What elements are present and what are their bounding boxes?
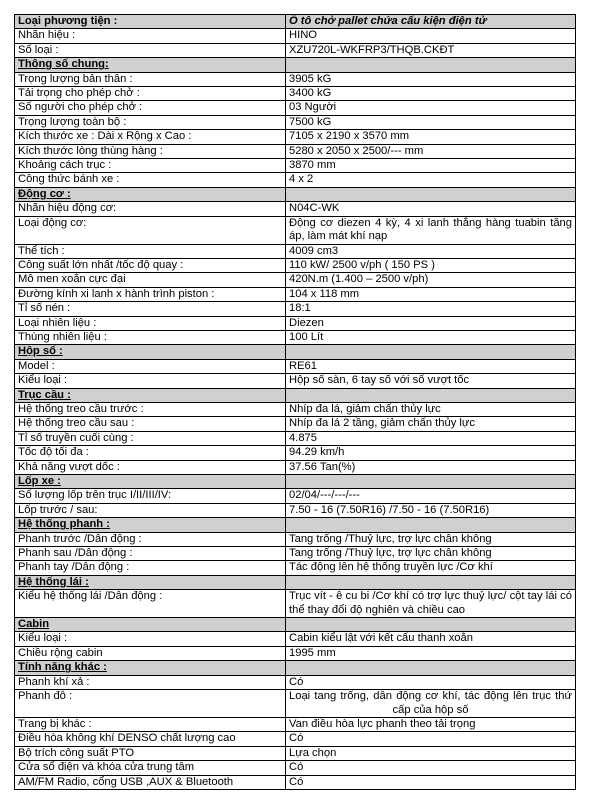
spec-value: Có xyxy=(286,732,576,746)
spec-value: 02/04/---/---/--- xyxy=(286,489,576,503)
spec-row xyxy=(15,690,576,718)
spec-value: 03 Người xyxy=(286,101,576,115)
section-title xyxy=(15,388,286,402)
spec-row xyxy=(15,417,576,431)
spec-row xyxy=(15,374,576,388)
spec-value: Tang trống /Thuỷ lực, trợ lực chân không xyxy=(286,547,576,561)
spec-value: Có xyxy=(286,775,576,789)
spec-row xyxy=(15,72,576,86)
section-header-blank xyxy=(286,661,576,675)
spec-table-body xyxy=(15,15,576,790)
spec-row xyxy=(15,646,576,660)
spec-value: 4 x 2 xyxy=(286,173,576,187)
spec-label: Kiểu loại : xyxy=(15,632,286,646)
spec-label: Thể tích : xyxy=(15,244,286,258)
section-title-text: Hệ thống lái : xyxy=(18,575,89,588)
section-header-blank xyxy=(286,345,576,359)
section-title xyxy=(15,518,286,532)
spec-value: 3905 kG xyxy=(286,72,576,86)
spec-value: 37.56 Tan(%) xyxy=(286,460,576,474)
spec-value: Nhíp đa lá 2 tầng, giảm chấn thủy lực xyxy=(286,417,576,431)
spec-value: 18:1 xyxy=(286,302,576,316)
spec-label: Model : xyxy=(15,359,286,373)
section-title-text: Thông số chung: xyxy=(18,58,109,71)
spec-row xyxy=(15,287,576,301)
spec-label: Số loại : xyxy=(15,43,286,57)
section-header-blank xyxy=(286,388,576,402)
spec-label: Trọng lượng toàn bộ : xyxy=(15,115,286,129)
spec-label: Trang bị khác : xyxy=(15,717,286,731)
spec-value: 104 x 118 mm xyxy=(286,287,576,301)
section-title-text: Lốp xe : xyxy=(18,475,61,487)
section-header xyxy=(15,618,576,632)
spec-row xyxy=(15,101,576,115)
vehicle-type-label: Loại phương tiện : xyxy=(15,15,286,29)
spec-label: Tải trọng cho phép chở : xyxy=(15,87,286,101)
spec-row xyxy=(15,159,576,173)
spec-row xyxy=(15,446,576,460)
section-header-blank xyxy=(286,518,576,532)
section-title xyxy=(15,661,286,675)
section-title-text: Tính năng khác : xyxy=(18,661,107,674)
spec-row xyxy=(15,29,576,43)
spec-label: Bộ trích công suất PTO xyxy=(15,746,286,760)
section-title xyxy=(15,58,286,72)
section-title-text: Cabin xyxy=(18,618,50,631)
spec-row xyxy=(15,532,576,546)
spec-row xyxy=(15,547,576,561)
spec-value: Lựa chọn xyxy=(286,746,576,760)
spec-value: 7500 kG xyxy=(286,115,576,129)
spec-row xyxy=(15,273,576,287)
spec-row xyxy=(15,216,576,244)
spec-row xyxy=(15,87,576,101)
spec-value: Trục vít - ê cu bi /Cơ khí có trợ lực thuỷ lực/ cột tay lái có thể thay đổi độ nghiên và chiều cao xyxy=(286,590,576,618)
spec-value: 100 Lít xyxy=(286,330,576,344)
spec-row xyxy=(15,173,576,187)
spec-label: Phanh đỗ : xyxy=(15,690,286,718)
spec-label: AM/FM Radio, cổng USB ,AUX & Bluetooth xyxy=(15,775,286,789)
spec-row xyxy=(15,244,576,258)
spec-value: 4.875 xyxy=(286,431,576,445)
spec-label: Loại nhiên liệu : xyxy=(15,316,286,330)
spec-label: Tốc độ tối đa : xyxy=(15,446,286,460)
section-header xyxy=(15,575,576,589)
spec-value: 7.50 - 16 (7.50R16) /7.50 - 16 (7.50R16) xyxy=(286,503,576,517)
spec-value: Có xyxy=(286,761,576,775)
spec-row xyxy=(15,359,576,373)
section-title xyxy=(15,475,286,489)
section-title-text: Hộp số : xyxy=(18,345,63,358)
spec-row xyxy=(15,43,576,57)
spec-label: Lốp trước / sau: xyxy=(15,503,286,517)
spec-label: Kích thước xe : Dài x Rộng x Cao : xyxy=(15,130,286,144)
spec-label: Phanh trước /Dẫn động : xyxy=(15,532,286,546)
spec-row xyxy=(15,717,576,731)
section-header xyxy=(15,187,576,201)
spec-label: Phanh tay /Dẫn động : xyxy=(15,561,286,575)
vehicle-type-value: Ô tô chở pallet chứa cấu kiện điện tử xyxy=(286,15,576,29)
spec-label: Số lượng lốp trên trục I/II/III/IV: xyxy=(15,489,286,503)
spec-value: Nhíp đa lá, giảm chấn thủy lực xyxy=(286,402,576,416)
spec-row xyxy=(15,144,576,158)
section-header-blank xyxy=(286,187,576,201)
spec-value: N04C-WK xyxy=(286,202,576,216)
section-header xyxy=(15,388,576,402)
section-title-text: Trục cầu : xyxy=(18,388,71,401)
spec-label: Kích thước lòng thùng hàng : xyxy=(15,144,286,158)
spec-value: 1995 mm xyxy=(286,646,576,660)
spec-value: XZU720L-WKFRP3/THQB.CKĐT xyxy=(286,43,576,57)
section-header-blank xyxy=(286,58,576,72)
spec-label: Tỉ số truyền cuối cùng : xyxy=(15,431,286,445)
spec-label: Hệ thống treo cầu sau : xyxy=(15,417,286,431)
spec-row xyxy=(15,302,576,316)
spec-value: 7105 x 2190 x 3570 mm xyxy=(286,130,576,144)
spec-label: Đường kính xi lanh x hành trình piston : xyxy=(15,287,286,301)
spec-table xyxy=(14,14,576,790)
spec-value: Tác động lên hệ thống truyền lực /Cơ khí xyxy=(286,561,576,575)
spec-row xyxy=(15,561,576,575)
spec-row xyxy=(15,590,576,618)
spec-row xyxy=(15,202,576,216)
section-header-blank xyxy=(286,475,576,489)
section-title xyxy=(15,345,286,359)
spec-value: 5280 x 2050 x 2500/--- mm xyxy=(286,144,576,158)
spec-value: Tang trống /Thuỷ lực, trợ lực chân không xyxy=(286,532,576,546)
spec-row xyxy=(15,460,576,474)
spec-label: Khoảng cách trục : xyxy=(15,159,286,173)
spec-label: Số người cho phép chở : xyxy=(15,101,286,115)
spec-row xyxy=(15,330,576,344)
spec-row xyxy=(15,675,576,689)
section-title-text: Hệ thống phanh : xyxy=(18,518,110,531)
spec-label: Kiểu hệ thống lái /Dẫn động : xyxy=(15,590,286,618)
spec-value: Cabin kiểu lật với kết cấu thanh xoắn xyxy=(286,632,576,646)
spec-label: Điều hòa không khí DENSO chất lượng cao xyxy=(15,732,286,746)
vehicle-type-row xyxy=(15,15,576,29)
spec-value: 4009 cm3 xyxy=(286,244,576,258)
section-title xyxy=(15,187,286,201)
spec-label: Công suất lớn nhất /tốc độ quay : xyxy=(15,258,286,272)
spec-value: Có xyxy=(286,675,576,689)
spec-row xyxy=(15,489,576,503)
section-header xyxy=(15,475,576,489)
spec-row xyxy=(15,732,576,746)
section-title xyxy=(15,575,286,589)
section-header xyxy=(15,661,576,675)
spec-label: Trọng lượng bản thân : xyxy=(15,72,286,86)
spec-row xyxy=(15,746,576,760)
spec-value: Động cơ diezen 4 kỳ, 4 xi lanh thẳng hàng tuabin tăng áp, làm mát khí nạp xyxy=(286,216,576,244)
spec-row xyxy=(15,130,576,144)
spec-row xyxy=(15,632,576,646)
spec-label: Cửa sổ điện và khóa cửa trung tâm xyxy=(15,761,286,775)
spec-value: 110 kW/ 2500 v/ph ( 150 PS ) xyxy=(286,258,576,272)
section-header-blank xyxy=(286,618,576,632)
spec-row xyxy=(15,402,576,416)
spec-label: Phanh sau /Dẫn động : xyxy=(15,547,286,561)
section-header xyxy=(15,58,576,72)
spec-label: Hệ thống treo cầu trước : xyxy=(15,402,286,416)
section-title xyxy=(15,618,286,632)
spec-row xyxy=(15,503,576,517)
spec-label: Loại động cơ: xyxy=(15,216,286,244)
spec-value: RE61 xyxy=(286,359,576,373)
spec-label: Kiểu loại : xyxy=(15,374,286,388)
spec-label: Tỉ số nén : xyxy=(15,302,286,316)
spec-row xyxy=(15,115,576,129)
spec-row xyxy=(15,775,576,789)
spec-value: 420N.m (1.400 – 2500 v/ph) xyxy=(286,273,576,287)
spec-label: Mô men xoắn cực đại xyxy=(15,273,286,287)
spec-row xyxy=(15,316,576,330)
spec-row xyxy=(15,258,576,272)
spec-value: Loại tang trống, dẫn động cơ khí, tác động lên trục thứ cấp của hộp số xyxy=(286,690,576,718)
spec-label: Nhãn hiệu động cơ: xyxy=(15,202,286,216)
spec-value: Hộp số sàn, 6 tay số với số vượt tốc xyxy=(286,374,576,388)
spec-label: Chiều rộng cabin xyxy=(15,646,286,660)
spec-row xyxy=(15,431,576,445)
spec-value: 3400 kG xyxy=(286,87,576,101)
spec-value: 3870 mm xyxy=(286,159,576,173)
spec-value: 94.29 km/h xyxy=(286,446,576,460)
spec-sheet xyxy=(14,14,576,790)
spec-label: Công thức bánh xe : xyxy=(15,173,286,187)
spec-value: HINO xyxy=(286,29,576,43)
section-title-text: Động cơ : xyxy=(18,187,71,200)
spec-value: Van điều hòa lực phanh theo tải trọng xyxy=(286,717,576,731)
spec-label: Khả năng vượt dốc : xyxy=(15,460,286,474)
spec-label: Nhãn hiệu : xyxy=(15,29,286,43)
section-header xyxy=(15,345,576,359)
spec-label: Phanh khí xả : xyxy=(15,675,286,689)
spec-label: Thùng nhiên liệu : xyxy=(15,330,286,344)
section-header-blank xyxy=(286,575,576,589)
section-header xyxy=(15,518,576,532)
spec-row xyxy=(15,761,576,775)
spec-value: Diezen xyxy=(286,316,576,330)
